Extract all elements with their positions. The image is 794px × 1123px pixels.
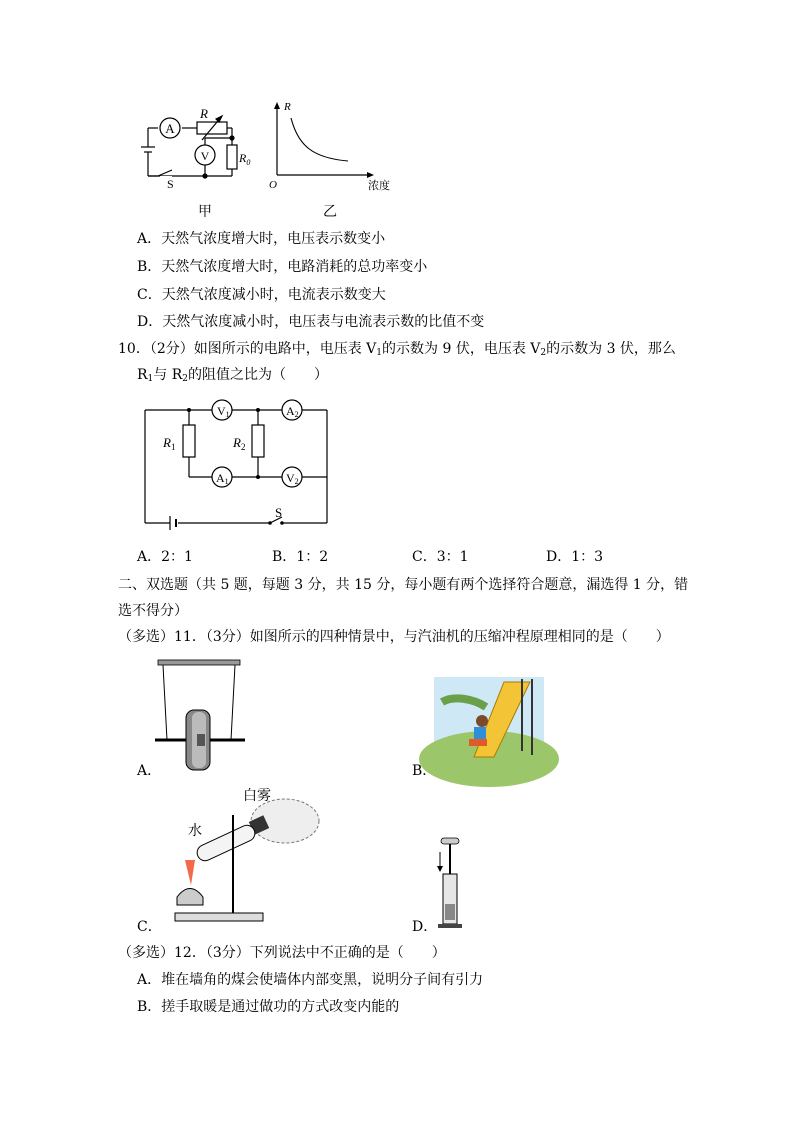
fig-jia-caption: 甲: [198, 204, 212, 220]
rheostat-label: R: [200, 106, 208, 121]
q12-stem: （多选）12．（3分）下列说法中不正确的是（ ）: [118, 945, 446, 961]
q11-stem: （多选）11．（3分）如图所示的四种情景中，与汽油机的压缩冲程原理相同的是（ ）: [118, 629, 670, 645]
q10-option-d[interactable]: D．1：3: [546, 549, 604, 565]
q11-label-a: A．: [137, 763, 162, 779]
q10-option-b[interactable]: B．1：2: [272, 549, 329, 565]
graph-y-label: R: [284, 101, 291, 113]
v2-meter-label: V2: [286, 471, 299, 486]
v1-meter-label: V1: [217, 404, 230, 419]
r2-label: $R_2$: [233, 435, 246, 452]
ammeter-label: A: [165, 121, 175, 136]
switch-s-label: S: [275, 505, 283, 520]
switch-label: S: [167, 177, 174, 191]
q10-option-c[interactable]: C．3：1: [412, 549, 469, 565]
q9-option-a[interactable]: A．天然气浓度增大时，电压表示数变小: [137, 231, 386, 247]
graph-origin-label: O: [269, 179, 277, 191]
a2-meter-label: A2: [286, 404, 299, 419]
q9-option-b[interactable]: B．天然气浓度增大时，电路消耗的总功率变小: [137, 259, 428, 275]
voltmeter-label: V: [200, 149, 210, 163]
graph-x-label: 浓度: [368, 179, 390, 192]
q11-label-b: B．: [412, 763, 437, 779]
q11-fig-c-test-tube[interactable]: [155, 785, 325, 925]
a1-meter-label: A1: [216, 471, 229, 486]
q11-fig-b-slide[interactable]: [434, 677, 544, 769]
q11-label-d: D．: [412, 919, 438, 935]
q11-fig-d-air-pump[interactable]: [435, 838, 465, 930]
q10-option-a[interactable]: A．2：1: [137, 549, 193, 565]
q12-option-b[interactable]: B．搓手取暖是通过做功的方式改变内能的: [137, 999, 400, 1015]
q10-stem-line2: $R_1$与 $R_2$的阻值之比为（ ）: [137, 367, 329, 384]
section2-heading-line2: 选不得分）: [118, 603, 188, 619]
q11-fig-a-flywheel[interactable]: [155, 658, 245, 773]
q9-option-c[interactable]: C．天然气浓度减小时，电流表示数变大: [137, 287, 386, 303]
q12-option-a[interactable]: A．堆在墙角的煤会使墙体内部变黑，说明分子间有引力: [137, 972, 484, 988]
q9-option-d[interactable]: D．天然气浓度减小时，电压表与电流表示数的比值不变: [137, 314, 485, 330]
section2-heading-line1: 二、双选题（共 5 题，每题 3 分，共 15 分，每小题有两个选择符合题意，漏选得 1 分，错: [118, 577, 689, 593]
r1-label: $R_1$: [163, 435, 176, 452]
q11-water-label: 水: [188, 823, 202, 839]
q10-stem-line1: 10．（2分）如图所示的电路中，电压表 $V_1$的示数为 9 伏，电压表 $V_2$的示数为 3 伏，那么: [118, 341, 676, 358]
r0-label: $R_0$: [239, 151, 251, 167]
q10-circuit-figure: [140, 395, 340, 535]
q9-circuit-figure: [140, 100, 420, 220]
q11-fog-label: 白雾: [243, 788, 271, 804]
fig-yi-caption: 乙: [323, 204, 337, 220]
q11-label-c: C．: [137, 919, 162, 935]
